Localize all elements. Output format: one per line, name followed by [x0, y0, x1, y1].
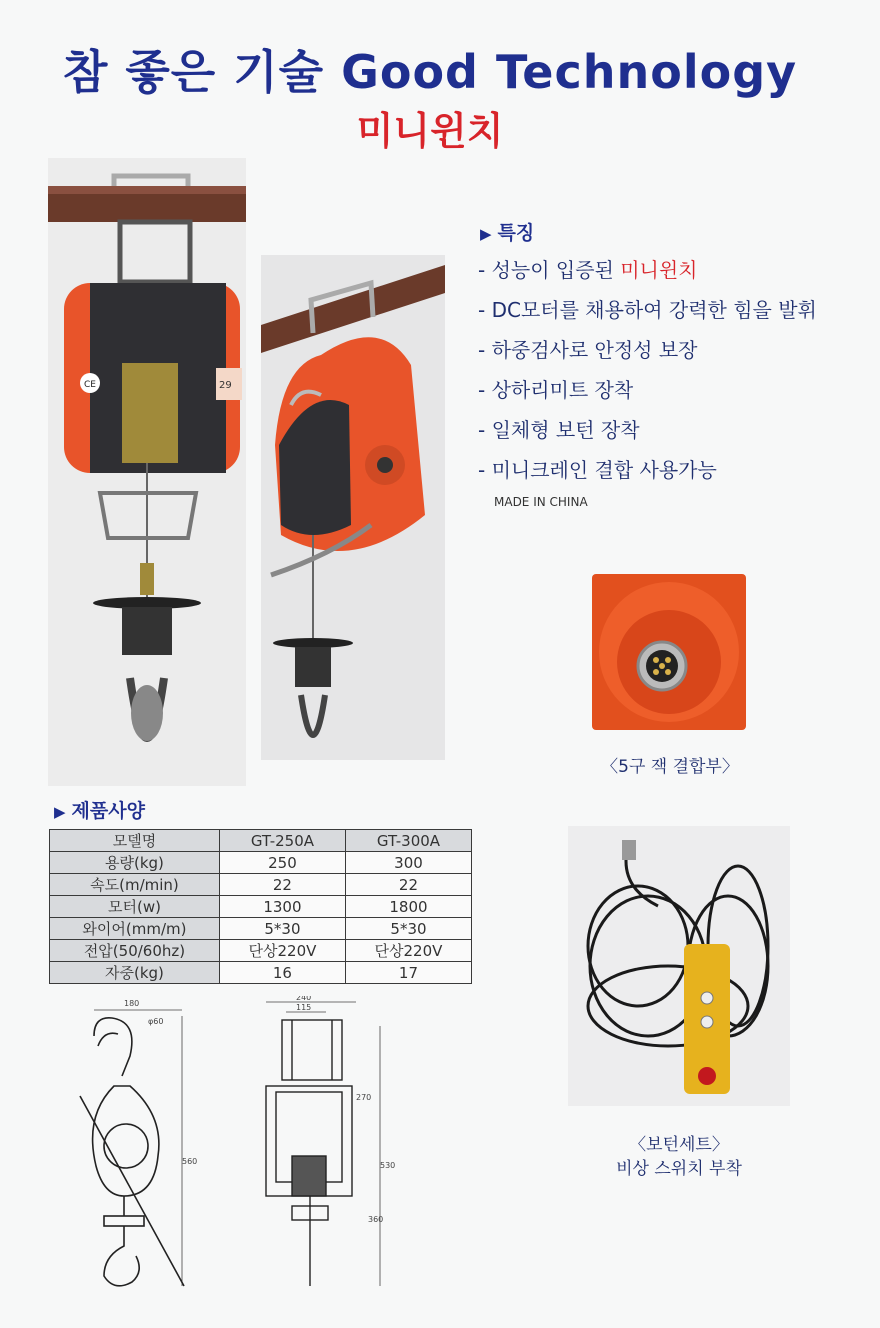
feature-text: - DC모터를 채용하여 강력한 힘을 발휘 [478, 298, 817, 322]
spec-row [50, 918, 472, 940]
spec-value-cell: 1800 [345, 896, 471, 918]
spec-label-cell: 자중(kg) [50, 962, 220, 984]
features-heading [480, 218, 534, 245]
feature-text: - 성능이 입증된 [478, 258, 621, 282]
feature-highlight: 미니윈치 [620, 258, 698, 282]
dim-240-label: 240 [296, 996, 312, 1002]
page-title: 참 좋은 기술 Good Technology [62, 45, 798, 99]
triangle-bullet-icon: ▶ [480, 225, 492, 243]
spec-label-cell: 전압(50/60hz) [50, 940, 220, 962]
dim-270-label: 270 [356, 1093, 372, 1102]
dim-180-label: 180 [124, 999, 140, 1008]
spec-label-cell: 모터(w) [50, 896, 220, 918]
spec-value-cell: 16 [219, 962, 345, 984]
spec-value-cell: 단상220V [219, 940, 345, 962]
spec-value-cell: 5*30 [219, 918, 345, 940]
spec-value-cell: 단상220V [345, 940, 471, 962]
spec-row [50, 962, 472, 984]
button-set-caption: 〈보턴세트〉 [629, 1135, 729, 1155]
spec-header-cell: 모델명 [50, 830, 220, 852]
dim-560-label: 560 [182, 1157, 198, 1166]
dim-530-label: 530 [380, 1161, 396, 1170]
feature-text: - 일체형 보턴 장착 [478, 418, 640, 442]
spec-value-cell: 5*30 [345, 918, 471, 940]
winch-drawing [256, 996, 406, 1296]
svg-text:29: 29 [219, 380, 232, 391]
spec-value-cell: 22 [219, 874, 345, 896]
spec-table [49, 829, 472, 984]
feature-text: - 상하리미트 장착 [478, 378, 634, 402]
hook-drawing [74, 996, 210, 1296]
spec-value-cell: 1300 [219, 896, 345, 918]
jack-caption: 〈5구 잭 결합부〉 [601, 757, 739, 777]
spec-value-cell: 250 [219, 852, 345, 874]
spec-row [50, 940, 472, 962]
spec-value-cell: 22 [345, 874, 471, 896]
feature-item [478, 334, 698, 363]
spec-header-row [50, 830, 472, 852]
spec-row [50, 852, 472, 874]
spec-label-cell: 속도(m/min) [50, 874, 220, 896]
feature-item [478, 294, 817, 323]
winch-front-photo [48, 158, 246, 786]
jack-photo [592, 574, 746, 730]
spec-value-cell: 17 [345, 962, 471, 984]
spec-header-cell: GT-300A [345, 830, 471, 852]
feature-item [478, 254, 698, 283]
spec-label-cell: 용량(kg) [50, 852, 220, 874]
dim-115-label: 115 [296, 1003, 312, 1012]
dim-phi60-label: φ60 [148, 1017, 164, 1026]
specs-heading [54, 796, 145, 823]
feature-text: - 하중검사로 안정성 보장 [478, 338, 698, 362]
spec-label-cell: 와이어(mm/m) [50, 918, 220, 940]
made-in-label: MADE IN CHINA [494, 495, 588, 509]
feature-item [478, 374, 633, 403]
triangle-bullet-icon: ▶ [54, 803, 66, 821]
feature-item [478, 414, 640, 443]
feature-text: - 미니크레인 결합 사용가능 [478, 458, 717, 482]
button-set-photo [568, 826, 790, 1106]
features-heading-label: 특징 [497, 222, 535, 244]
specs-heading-label: 제품사양 [71, 800, 145, 822]
svg-text:CE: CE [84, 380, 96, 390]
button-set-subcaption: 비상 스위치 부착 [616, 1159, 742, 1179]
dim-360-label: 360 [368, 1215, 384, 1224]
winch-side-photo [261, 255, 445, 760]
spec-row [50, 874, 472, 896]
feature-item [478, 454, 717, 483]
spec-row [50, 896, 472, 918]
product-subtitle: 미니윈치 [356, 109, 504, 153]
spec-value-cell: 300 [345, 852, 471, 874]
spec-header-cell: GT-250A [219, 830, 345, 852]
